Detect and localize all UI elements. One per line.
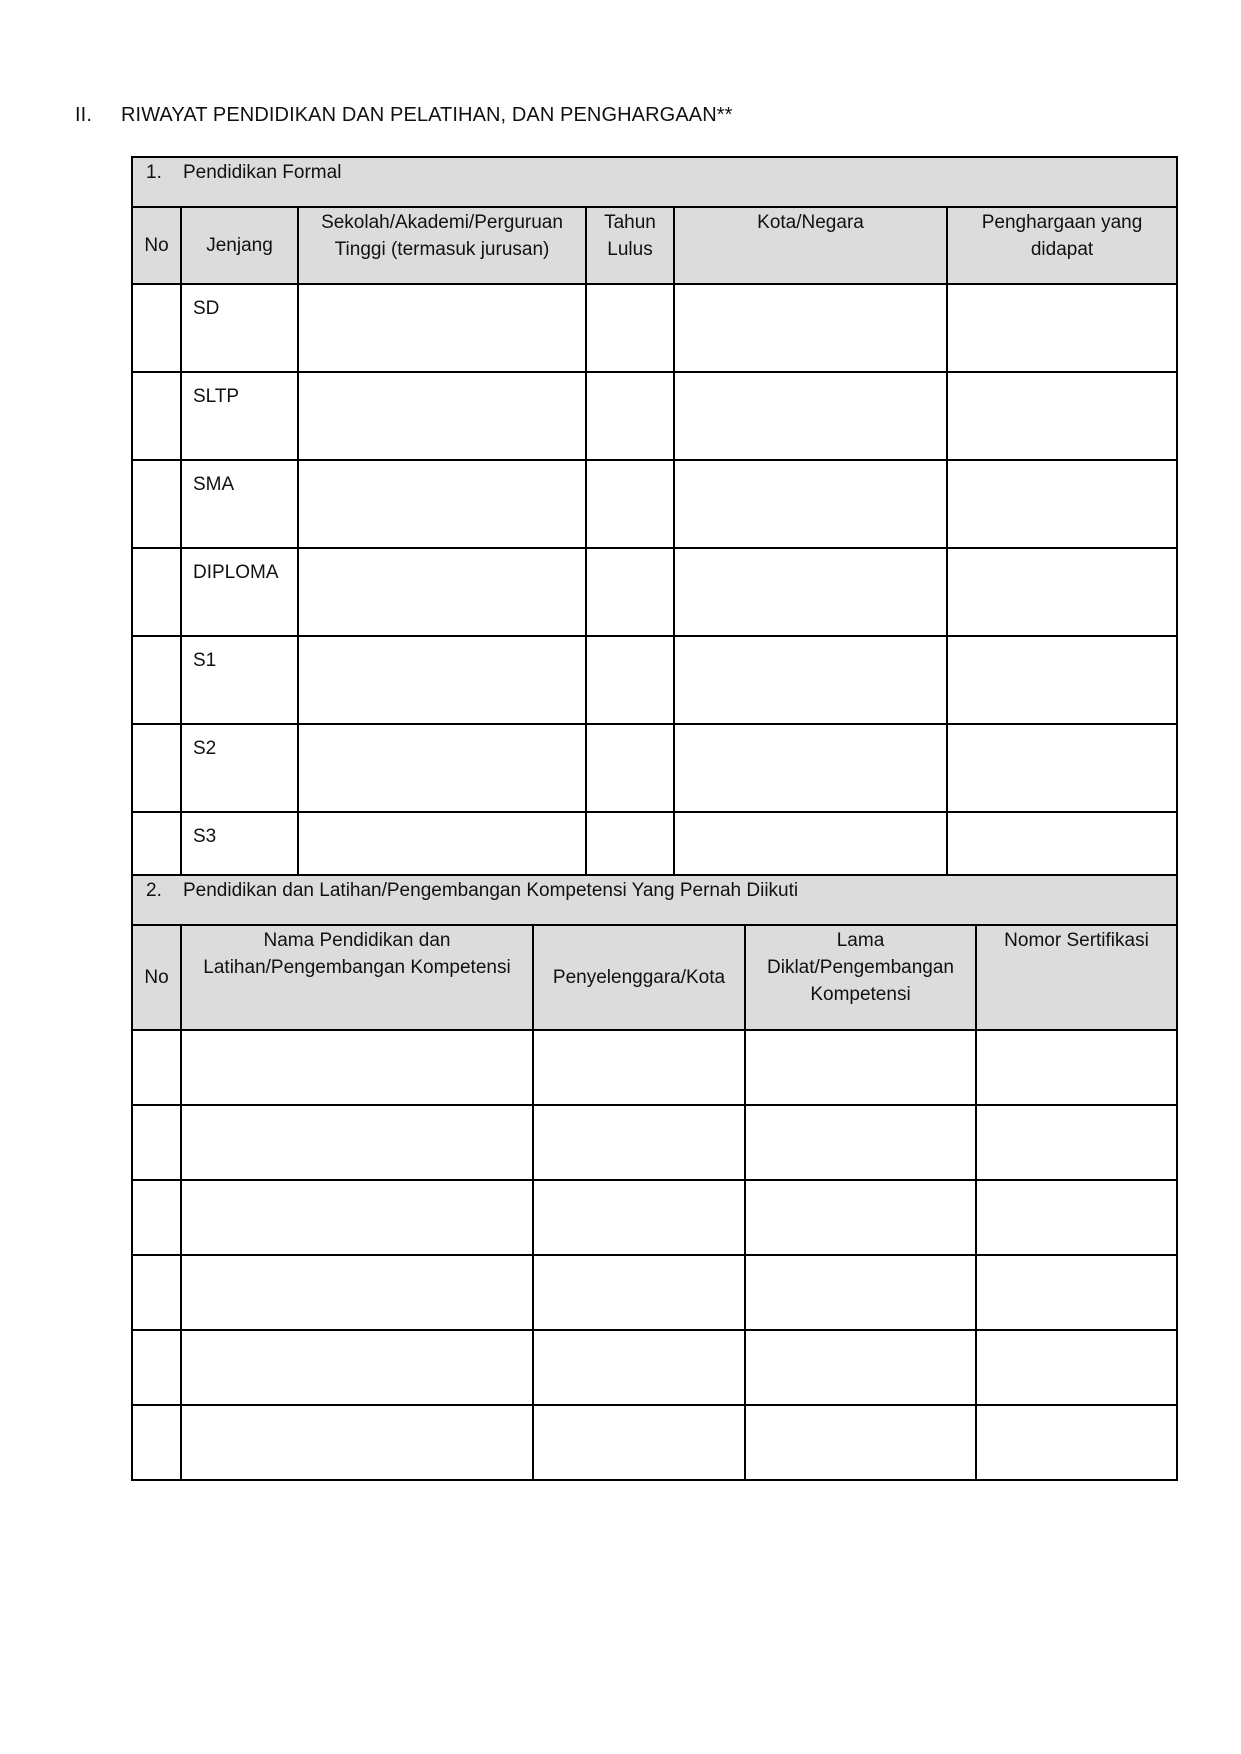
formal-education-title (132, 157, 1177, 207)
table-row (132, 724, 1177, 812)
school-cell[interactable] (298, 548, 586, 636)
training-table (131, 874, 1178, 1481)
city-cell[interactable] (674, 636, 947, 724)
no-cell[interactable] (132, 1255, 181, 1330)
table-row (132, 1180, 1177, 1255)
col-header-no: No (132, 207, 181, 284)
certificate-cell[interactable] (976, 1255, 1177, 1330)
table-row (132, 548, 1177, 636)
award-cell[interactable] (947, 460, 1177, 548)
no-cell[interactable] (132, 372, 181, 460)
city-cell[interactable] (674, 460, 947, 548)
level-cell: SD (181, 284, 298, 372)
award-cell[interactable] (947, 548, 1177, 636)
city-cell[interactable] (674, 372, 947, 460)
formal-education-label: Pendidikan Formal (183, 162, 342, 183)
school-cell[interactable] (298, 636, 586, 724)
table-row (132, 284, 1177, 372)
no-cell[interactable] (132, 636, 181, 724)
table-row (132, 460, 1177, 548)
award-cell[interactable] (947, 636, 1177, 724)
city-cell[interactable] (674, 548, 947, 636)
no-cell[interactable] (132, 1030, 181, 1105)
school-cell[interactable] (298, 724, 586, 812)
organizer-cell[interactable] (533, 1255, 745, 1330)
formal-education-table (131, 156, 1178, 901)
city-cell[interactable] (674, 284, 947, 372)
duration-cell[interactable] (745, 1330, 976, 1405)
level-cell: S1 (181, 636, 298, 724)
duration-cell[interactable] (745, 1255, 976, 1330)
table-row (132, 1330, 1177, 1405)
table-row (132, 372, 1177, 460)
col-header-year: Tahun Lulus (586, 207, 674, 284)
year-cell[interactable] (586, 548, 674, 636)
year-cell[interactable] (586, 284, 674, 372)
level-cell: S2 (181, 724, 298, 812)
col-header-duration: Lama Diklat/Pengembangan Kompetensi (745, 925, 976, 1030)
no-cell[interactable] (132, 724, 181, 812)
year-cell[interactable] (586, 636, 674, 724)
training-name-cell[interactable] (181, 1030, 533, 1105)
organizer-cell[interactable] (533, 1030, 745, 1105)
section-title: RIWAYAT PENDIDIKAN DAN PELATIHAN, DAN PENGHARGAAN** (121, 104, 733, 126)
duration-cell[interactable] (745, 1405, 976, 1480)
no-cell[interactable] (132, 1405, 181, 1480)
school-cell[interactable] (298, 460, 586, 548)
col-header-certificate: Nomor Sertifikasi (976, 925, 1177, 1030)
level-cell: SLTP (181, 372, 298, 460)
table-row (132, 1105, 1177, 1180)
training-label: Pendidikan dan Latihan/Pengembangan Kompetensi Yang Pernah Diikuti (183, 880, 799, 901)
city-cell[interactable] (674, 724, 947, 812)
no-cell[interactable] (132, 1330, 181, 1405)
award-cell[interactable] (947, 284, 1177, 372)
duration-cell[interactable] (745, 1030, 976, 1105)
certificate-cell[interactable] (976, 1030, 1177, 1105)
certificate-cell[interactable] (976, 1330, 1177, 1405)
school-cell[interactable] (298, 284, 586, 372)
certificate-cell[interactable] (976, 1105, 1177, 1180)
col-header-organizer: Penyelenggara/Kota (533, 925, 745, 1030)
level-cell: DIPLOMA (181, 548, 298, 636)
col-header-no: No (132, 925, 181, 1030)
training-name-cell[interactable] (181, 1405, 533, 1480)
school-cell[interactable] (298, 372, 586, 460)
year-cell[interactable] (586, 460, 674, 548)
award-cell[interactable] (947, 372, 1177, 460)
training-title (132, 875, 1177, 925)
no-cell[interactable] (132, 1180, 181, 1255)
table-row (132, 636, 1177, 724)
award-cell[interactable] (947, 724, 1177, 812)
col-header-training-name: Nama Pendidikan dan Latihan/Pengembangan Kompetensi (181, 925, 533, 1030)
duration-cell[interactable] (745, 1105, 976, 1180)
training-number: 2. (146, 880, 162, 901)
organizer-cell[interactable] (533, 1330, 745, 1405)
col-header-city: Kota/Negara (674, 207, 947, 284)
organizer-cell[interactable] (533, 1180, 745, 1255)
table-row (132, 1255, 1177, 1330)
section-number: II. (75, 104, 92, 126)
formal-education-number: 1. (146, 162, 162, 183)
duration-cell[interactable] (745, 1180, 976, 1255)
year-cell[interactable] (586, 372, 674, 460)
training-name-cell[interactable] (181, 1330, 533, 1405)
no-cell[interactable] (132, 460, 181, 548)
certificate-cell[interactable] (976, 1405, 1177, 1480)
organizer-cell[interactable] (533, 1405, 745, 1480)
level-cell: S3 (181, 812, 298, 900)
no-cell[interactable] (132, 1105, 181, 1180)
table-row (132, 1030, 1177, 1105)
col-header-award: Penghargaan yang didapat (947, 207, 1177, 284)
certificate-cell[interactable] (976, 1180, 1177, 1255)
col-header-level: Jenjang (181, 207, 298, 284)
col-header-school: Sekolah/Akademi/Perguruan Tinggi (termasuk jurusan) (298, 207, 586, 284)
section-heading (75, 104, 733, 127)
no-cell[interactable] (132, 284, 181, 372)
table-row (132, 1405, 1177, 1480)
year-cell[interactable] (586, 724, 674, 812)
training-name-cell[interactable] (181, 1255, 533, 1330)
training-name-cell[interactable] (181, 1180, 533, 1255)
no-cell[interactable] (132, 548, 181, 636)
level-cell: SMA (181, 460, 298, 548)
organizer-cell[interactable] (533, 1105, 745, 1180)
training-name-cell[interactable] (181, 1105, 533, 1180)
